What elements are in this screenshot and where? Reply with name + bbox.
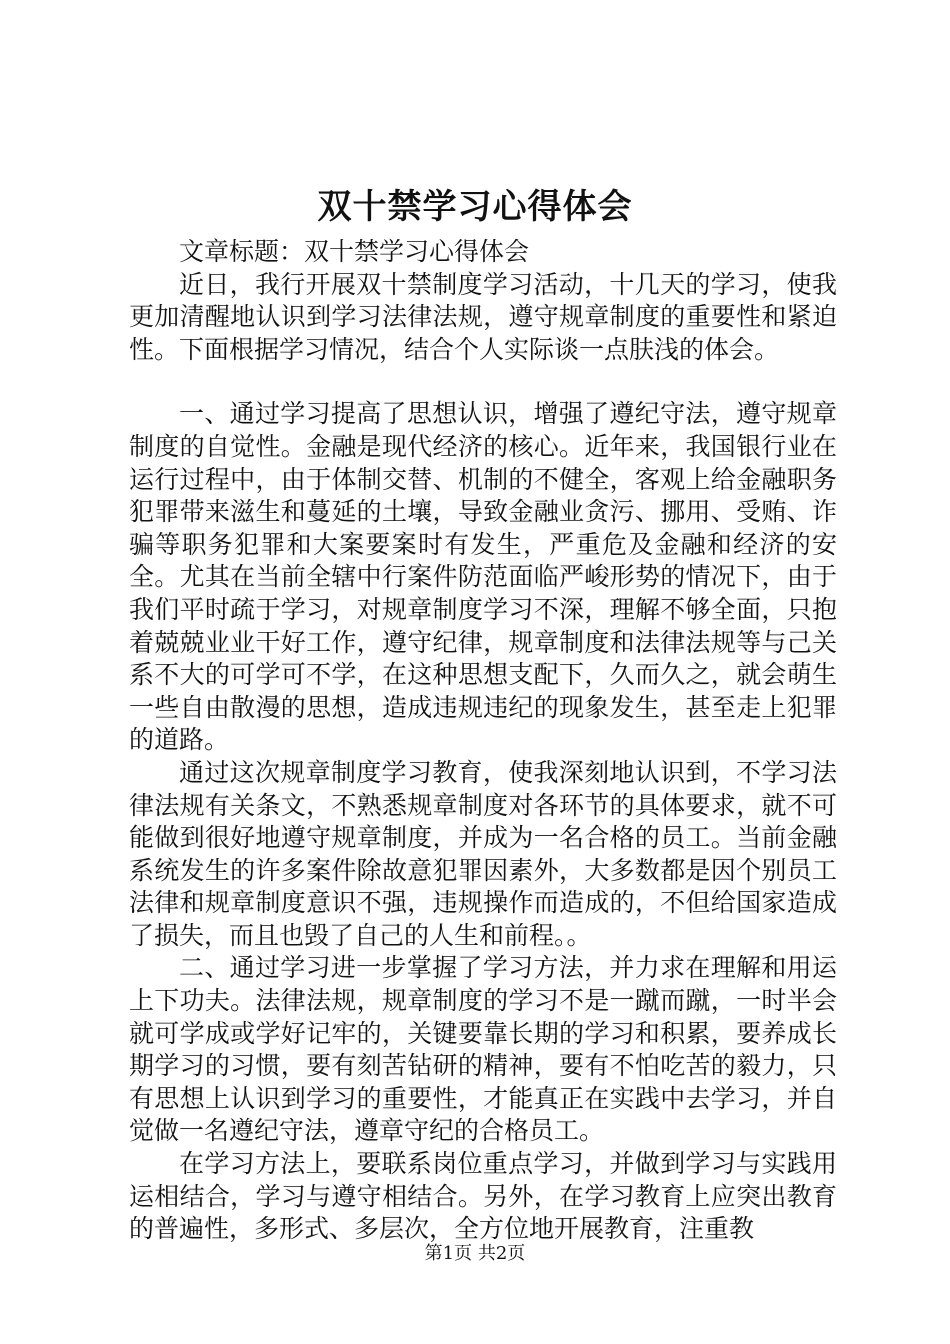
article-title-line: 文章标题：双十禁学习心得体会 bbox=[179, 237, 530, 266]
document-body bbox=[129, 236, 837, 1246]
section-one-paragraph: 一、通过学习提高了思想认识，增强了遵纪守法，遵守规章制度的自觉性。金融是现代经济的核心。近年来，我国银行业在运行过程中，由于体制交替、机制的不健全，客观上给金融职务犯罪带来滋生和蔓延的土壤，导致金融业贪污、挪用、受贿、诈骗等职务犯罪和大案要案时有发生，严重危及金融和经济的安全。尤其在当前全辖中行案件防范面临严峻形势的情况下，由于我们平时疏于学习，对规章制度学习不深，理解不够全面，只抱着兢兢业业干好工作，遵守纪律，规章制度和法律法规等与己关系不大的可学可不学，在这种思想支配下，久而久之，就会萌生一些自由散漫的思想，造成违规违纪的现象发生，甚至走上犯罪的道路。 bbox=[129, 399, 837, 755]
document-title: 双十禁学习心得体会 bbox=[317, 187, 633, 227]
section-two-paragraph: 二、通过学习进一步掌握了学习方法，并力求在理解和用运上下功夫。法律法规，规章制度的学习不是一蹴而蹴，一时半会就可学成或学好记牢的，关键要靠长期的学习和积累，要养成长期学习的习惯，要有刻苦钻研的精神，要有不怕吃苦的毅力，只有思想上认识到学习的重要性，才能真正在实践中去学习，并自觉做一名遵纪守法，遵章守纪的合格员工。 bbox=[129, 953, 837, 1146]
section-one-followup-paragraph: 通过这次规章制度学习教育，使我深刻地认识到，不学习法律法规有关条文，不熟悉规章制度对各环节的具体要求，就不可能做到很好地遵守规章制度，并成为一名合格的员工。当前金融系统发生的许多案件除故意犯罪因素外，大多数都是因个别员工法律和规章制度意识不强，违规操作而造成的，不但给国家造成了损失，而且也毁了自己的人生和前程。。 bbox=[129, 757, 837, 950]
intro-paragraph: 近日，我行开展双十禁制度学习活动，十几天的学习，使我更加清醒地认识到学习法律法规，遵守规章制度的重要性和紧迫性。下面根据学习情况，结合个人实际谈一点肤浅的体会。 bbox=[129, 269, 837, 364]
page-number-footer: 第1页 共2页 bbox=[424, 1243, 526, 1264]
study-method-paragraph: 在学习方法上，要联系岗位重点学习，并做到学习与实践用运相结合，学习与遵守相结合。另外，在学习教育上应突出教育的普遍性，多形式、多层次，全方位地开展教育，注重教 bbox=[129, 1149, 837, 1244]
